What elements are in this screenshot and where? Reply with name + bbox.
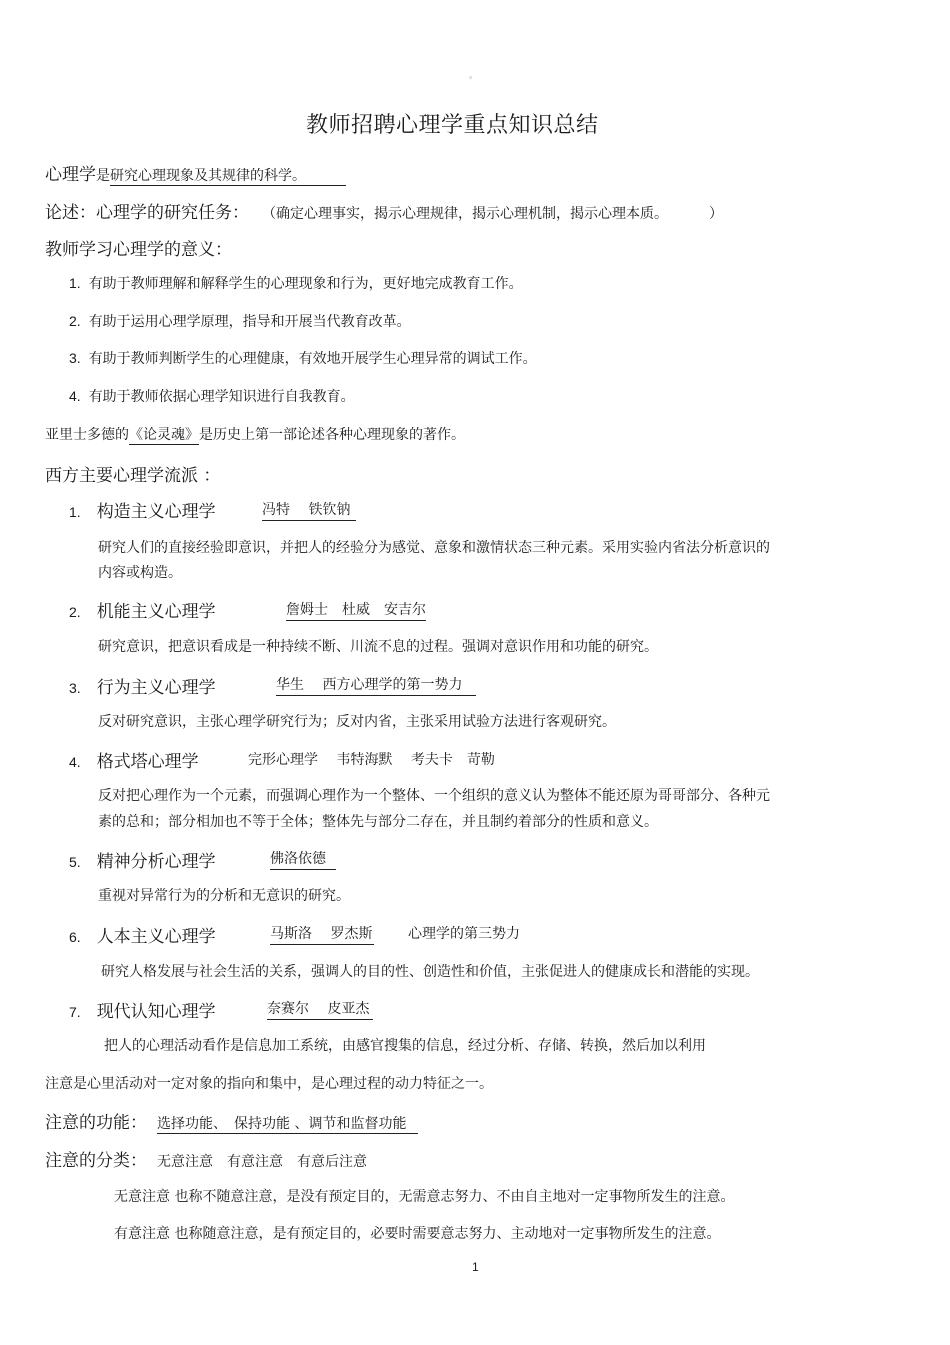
involuntary-attention: 无意注意 也称不随意注意，是没有预定目的，无需意志努力、不由自主地对一定事物所发生的注意。 xyxy=(114,1189,735,1205)
school-people: 冯特 铁钦钠 xyxy=(262,499,356,521)
aristotle-line: 亚里士多德的《论灵魂》是历史上第一部论述各种心理现象的著作。 xyxy=(45,427,465,443)
school-item: 5. 精神分析心理学 xyxy=(69,852,216,872)
school-name: 构造主义心理学 xyxy=(96,502,216,522)
school-name: 机能主义心理学 xyxy=(96,602,216,622)
school-people: 马斯洛 罗杰斯 xyxy=(270,923,374,945)
school-desc: 把人的心理活动看作是信息加工系统，由感官搜集的信息，经过分析、存储、转换，然后加以利用 xyxy=(104,1038,706,1054)
top-mark: 。 xyxy=(469,71,479,81)
page-title: 教师招聘心理学重点知识总结 xyxy=(306,113,599,138)
attention-functions: 注意的功能： 选择功能、 保持功能 、调节和监督功能 xyxy=(45,1108,418,1133)
school-name: 格式塔心理学 xyxy=(96,752,199,772)
school-name: 人本主义心理学 xyxy=(96,927,216,947)
definition-text: 研究心理现象及其规律的科学。 xyxy=(110,168,346,186)
school-desc: 研究人们的直接经验即意识，并把人的经验分为感觉、意象和激情状态三种元素。采用实验内省法分析意识的 xyxy=(98,540,770,556)
tasks-open: （ xyxy=(269,206,276,222)
tasks-close: ） xyxy=(709,206,723,222)
significance-item: 1. 有助于教师理解和解释学生的心理现象和行为，更好地完成教育工作。 xyxy=(69,275,523,292)
tasks-text: 确定心理事实，揭示心理规律，揭示心理机制，揭示心理本质。 xyxy=(276,206,661,222)
school-desc: 重视对异常行为的分析和无意识的研究。 xyxy=(98,888,350,904)
school-item: 7. 现代认知心理学 xyxy=(69,1002,216,1022)
school-desc: 研究人格发展与社会生活的关系，强调人的目的性、创造性和价值，主张促进人的健康成长和潜能的实现。 xyxy=(101,964,759,980)
significance-heading: 教师学习心理学的意义： xyxy=(45,240,232,260)
school-item: 2. 机能主义心理学 xyxy=(69,602,216,622)
tasks-label: 论述：心理学的研究任务： xyxy=(45,203,249,223)
school-desc: 研究意识，把意识看成是一种持续不断、川流不息的过程。强调对意识作用和功能的研究。 xyxy=(98,639,658,655)
school-people: 华生 西方心理学的第一势力 xyxy=(276,674,476,696)
school-people: 詹姆士 杜威 安吉尔 xyxy=(286,599,426,621)
school-desc: 反对把心理作为一个元素，而强调心理作为一个整体、一个组织的意义认为整体不能还原为哥哥部分、各种元 xyxy=(98,788,770,804)
school-name: 精神分析心理学 xyxy=(96,852,216,872)
definition-is: 是 xyxy=(96,168,110,184)
school-item: 4. 格式塔心理学 xyxy=(69,752,199,772)
school-people: 佛洛依德 xyxy=(270,848,336,870)
school-people: 完形心理学 韦特海默 考夫卡 苛勒 xyxy=(248,752,495,768)
school-people: 奈赛尔 皮亚杰 xyxy=(267,998,373,1020)
page-number: 1 xyxy=(472,1260,479,1274)
definition-term: 心理学 xyxy=(45,165,96,185)
tasks-line xyxy=(45,198,723,223)
school-desc: 素的总和；部分相加也不等于全体；整体先与部分二存在，并且制约着部分的性质和意义。 xyxy=(98,814,658,830)
significance-item: 2. 有助于运用心理学原理，指导和开展当代教育改革。 xyxy=(69,313,411,330)
book-title: 《论灵魂》 xyxy=(129,427,199,443)
school-name: 现代认知心理学 xyxy=(96,1002,216,1022)
attention-definition: 注意是心里活动对一定对象的指向和集中，是心理过程的动力特征之一。 xyxy=(45,1076,493,1092)
significance-item: 3. 有助于教师判断学生的心理健康，有效地开展学生心理异常的调试工作。 xyxy=(69,350,537,367)
attention-types: 注意的分类： 无意注意 有意注意 有意后注意 xyxy=(45,1151,367,1171)
voluntary-attention: 有意注意 也称随意注意，是有预定目的，必要时需要意志努力、主动地对一定事物所发生的注意。 xyxy=(114,1226,721,1242)
school-name: 行为主义心理学 xyxy=(96,678,216,698)
school-item: 1. 构造主义心理学 xyxy=(69,502,216,522)
school-note: 心理学的第三势力 xyxy=(408,926,520,942)
school-item: 6. 人本主义心理学 xyxy=(69,927,216,947)
school-desc: 内容或构造。 xyxy=(98,565,182,581)
schools-heading: 西方主要心理学流派 ： xyxy=(45,466,221,486)
school-item: 3. 行为主义心理学 xyxy=(69,678,216,698)
school-desc: 反对研究意识，主张心理学研究行为；反对内省，主张采用试验方法进行客观研究。 xyxy=(98,714,616,730)
significance-item: 4. 有助于教师依据心理学知识进行自我教育。 xyxy=(69,388,355,405)
definition-line xyxy=(45,160,346,185)
